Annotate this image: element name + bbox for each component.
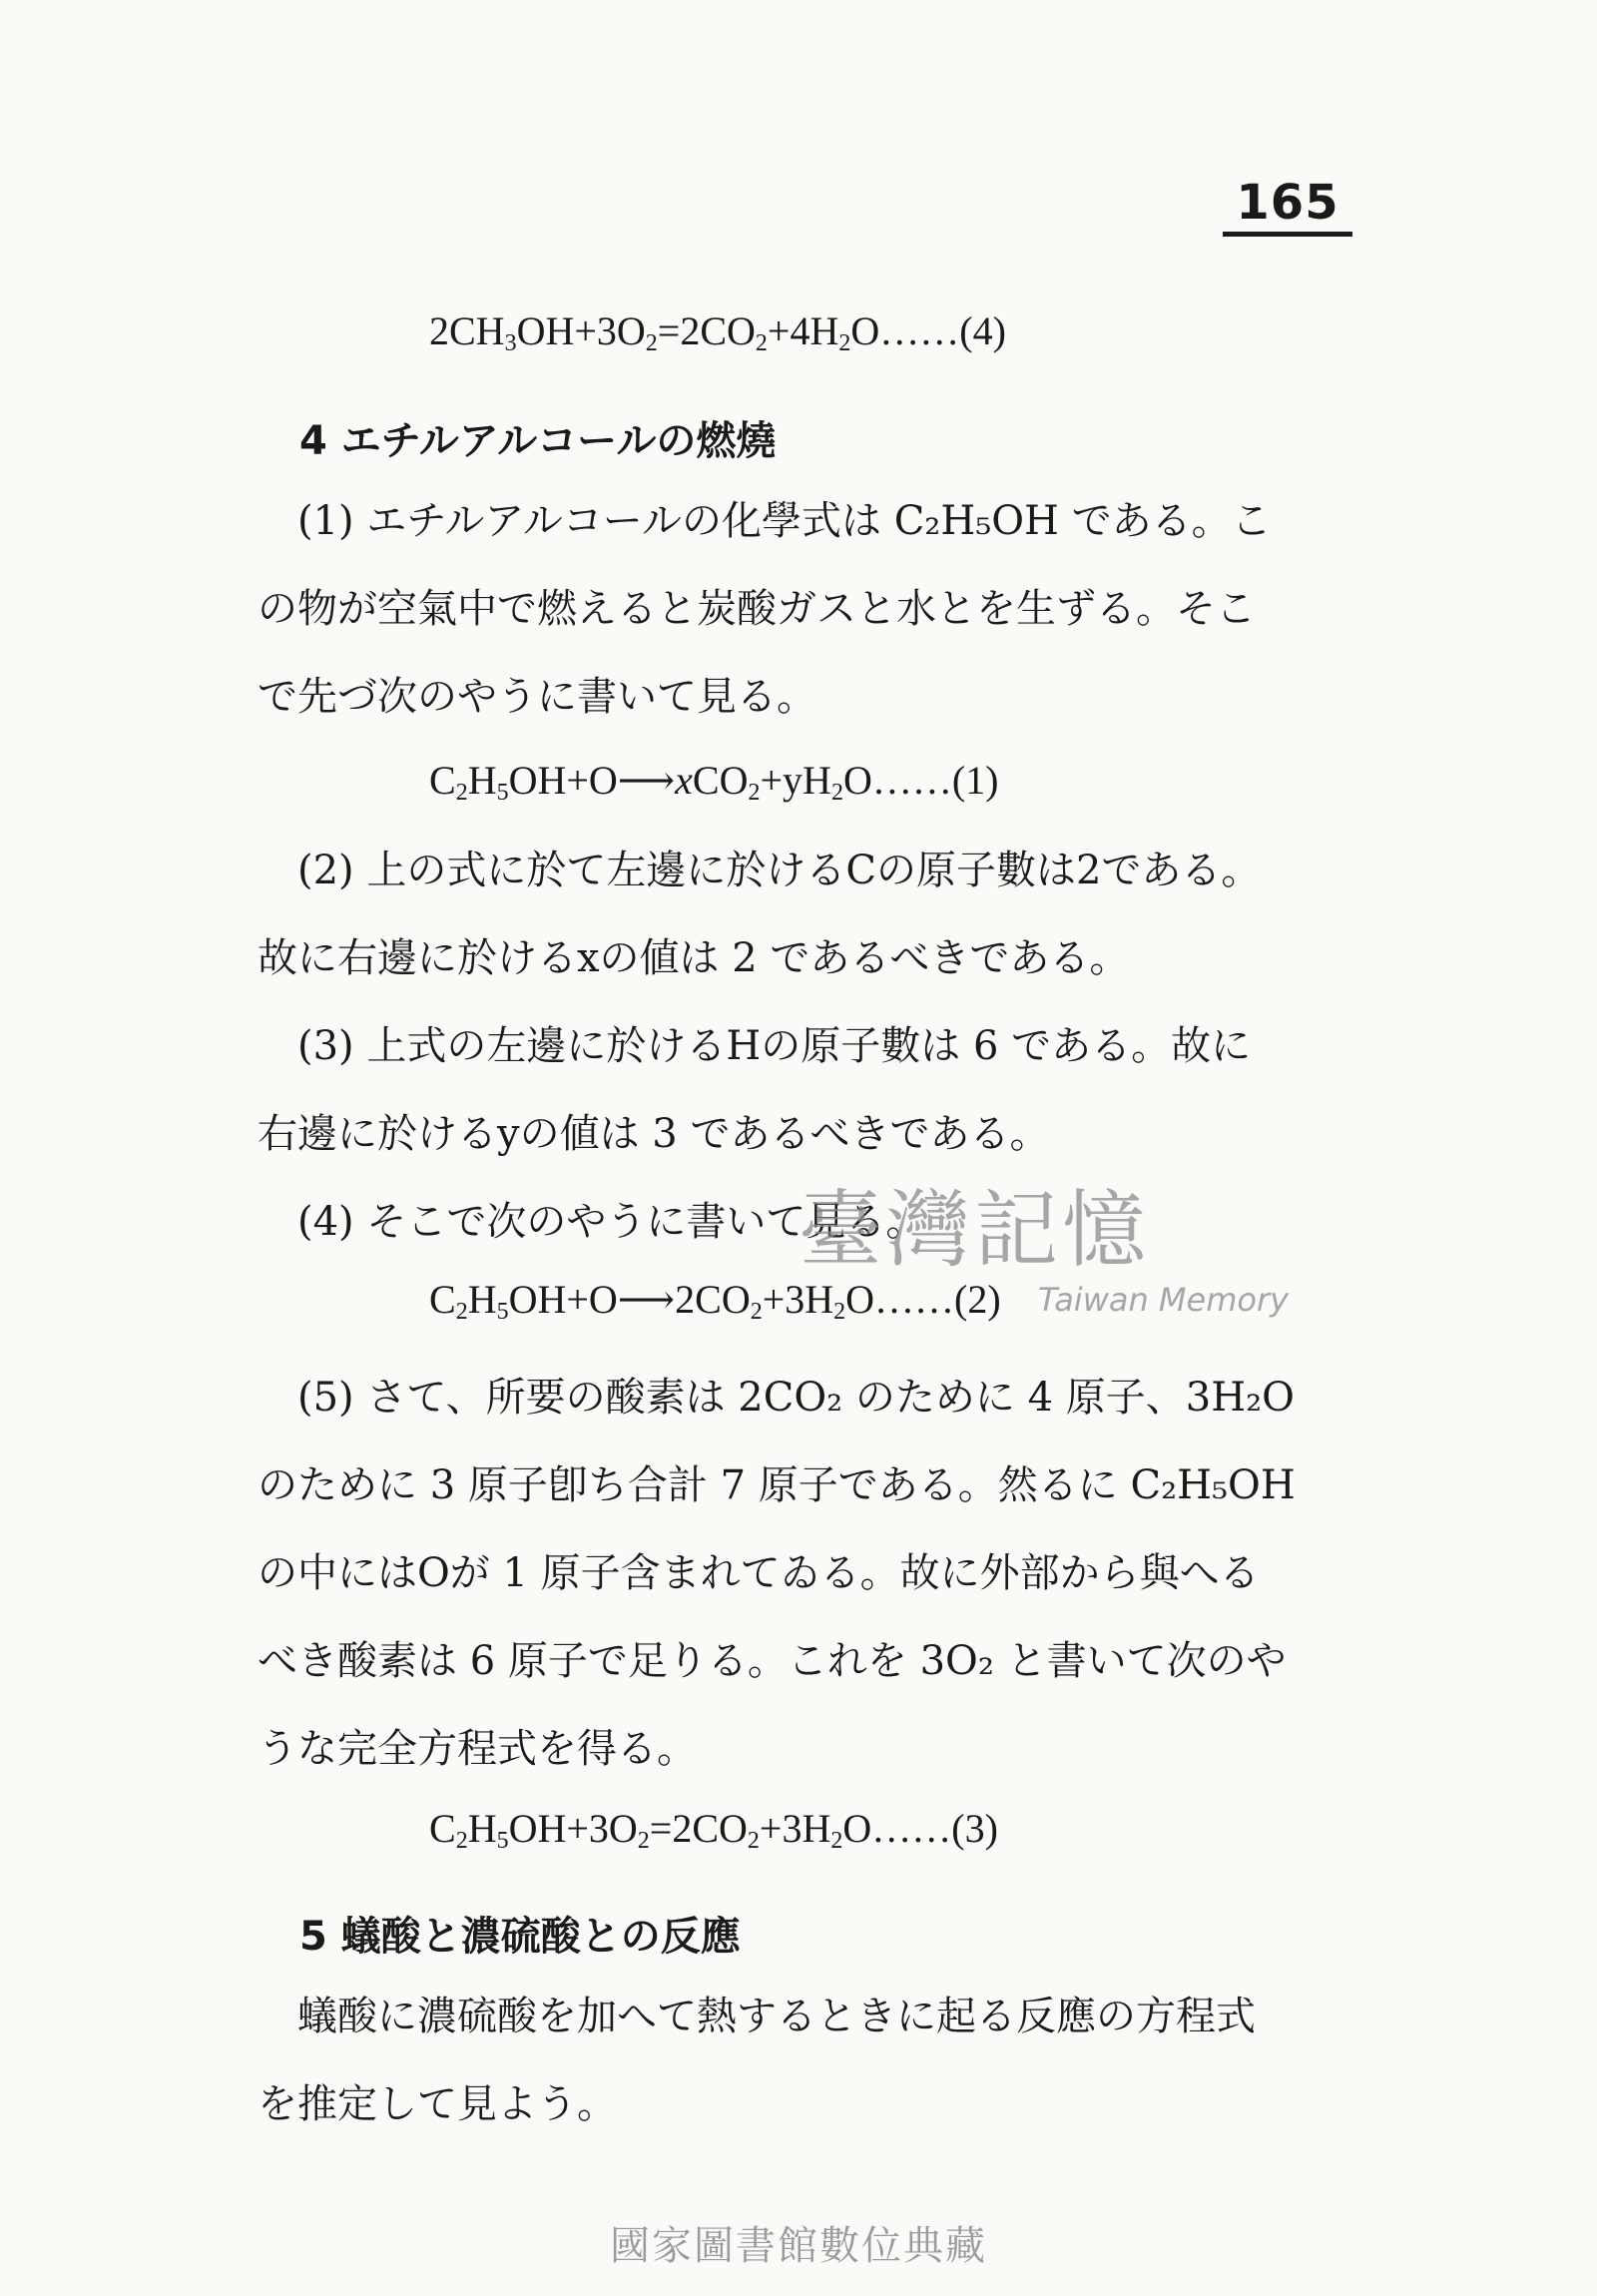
watermark-cjk: 臺灣記憶 [798, 1181, 1151, 1279]
paragraph-3: (3) 上式の左邊に於けるHの原子數は 6 である。故に 右邊に於けるyの値は 3 であるべきである。 [258, 1023, 1252, 1157]
paragraph-1: (1) エチルアルコールの化學式は C₂H₅OH である。こ の物が空氣中で燃えると炭酸ガスと水とを生ずる。そこ で先づ次のやうに書いて見る。 [258, 498, 1272, 720]
equation-ethanol-3: $C_2H_5OH+3O_2=2CO_2+3H_2O\dots\dots(3)$ [429, 1806, 998, 1854]
section-heading-5: 5 蟻酸と濃硫酸との反應 [299, 1914, 741, 1960]
watermark-latin: Taiwan Memory [1038, 1281, 1290, 1319]
page-number-rule [1223, 232, 1352, 237]
section-heading-4: 4 エチルアルコールの燃燒 [299, 418, 777, 464]
equation-ethanol-1: $C_2H_5OH+O⟶xCO_2+yH_2O\dots\dots(1)$ [429, 758, 999, 806]
paragraph-6: 蟻酸に濃硫酸を加へて熱するときに起る反應の方程式 を推定して見よう。 [258, 1994, 1256, 2127]
paragraph-4: (4) そこで次のやうに書いて見る。 [297, 1199, 926, 1245]
paragraph-2: (2) 上の式に於て左邊に於けるCの原子數は2である。 故に右邊に於けるxの値は 2 であるべきである。 [258, 848, 1262, 981]
page-number: 165 [1236, 175, 1339, 231]
library-footer: 國家圖書館數位典藏 [610, 2223, 987, 2269]
equation-ethanol-2: $C_2H_5OH+O⟶2CO_2+3H_2O\dots\dots(2)$ [429, 1277, 1001, 1325]
equation-methanol-4: $2CH_3OH+3O_2=2CO_2+4H_2O\dots\dots(4)$ [429, 308, 1006, 356]
paragraph-5: (5) さて、所要の酸素は 2CO₂ のために 4 原子、3H₂O のために 3 原子卽ち合計 7 原子である。然るに C₂H₅OH の中にはOが 1 原子含まれてゐる。故に外部から與へる べき酸素は 6 原子で足りる。これを 3O₂ と書いて次のや うな完全方程式を得る。 [258, 1375, 1296, 1772]
